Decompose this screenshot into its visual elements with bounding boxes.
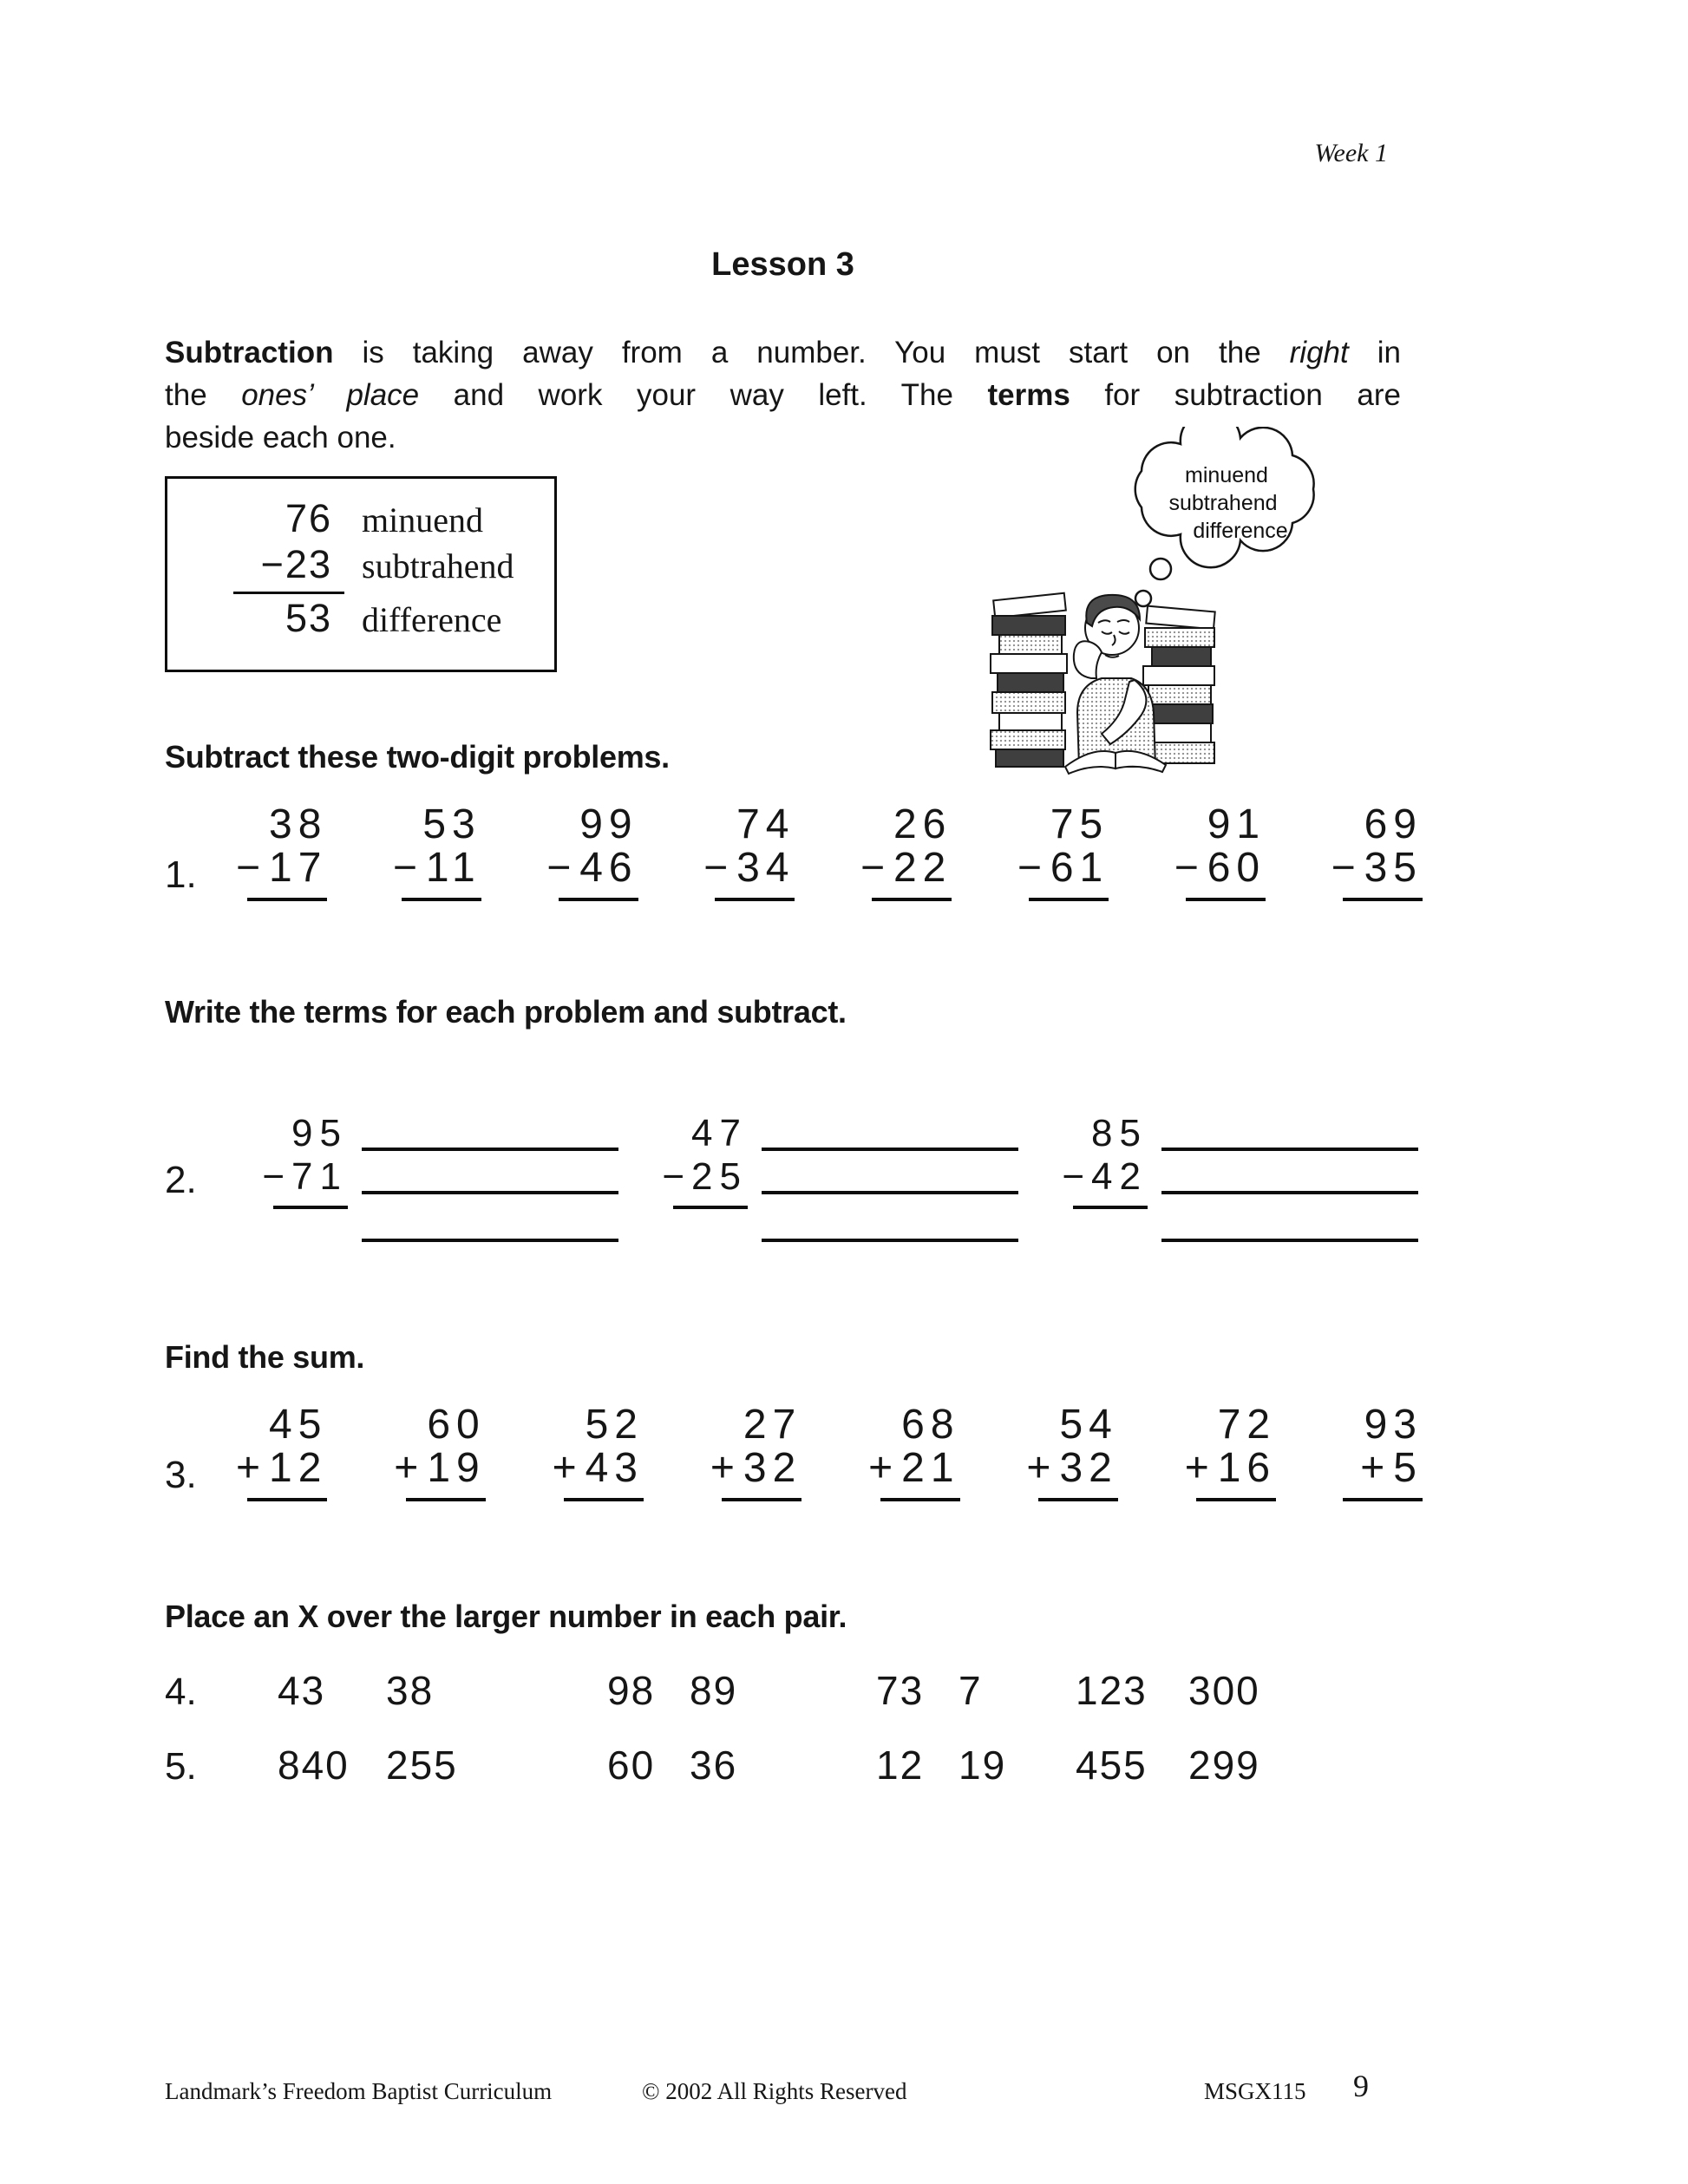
minuend: 53 bbox=[422, 801, 481, 847]
answer-blank bbox=[247, 1498, 327, 1501]
comparison-number: 455 bbox=[1076, 1743, 1148, 1788]
answer-blank bbox=[406, 1498, 486, 1501]
addend-top: 52 bbox=[585, 1402, 644, 1448]
example-box bbox=[165, 476, 557, 672]
addend-bottom: 32 bbox=[743, 1445, 802, 1491]
subtraction-problem bbox=[1331, 803, 1423, 901]
term-blank-line bbox=[362, 1155, 618, 1194]
intro-line-1: Subtraction is taking away from a number. You must start on the right in bbox=[165, 336, 1401, 369]
subtrahend: 17 bbox=[269, 845, 328, 891]
addend-bottom: 12 bbox=[269, 1445, 328, 1491]
minus-sign: − bbox=[262, 1155, 285, 1198]
subtrahend: 22 bbox=[893, 845, 952, 891]
answer-blank bbox=[722, 1498, 801, 1501]
example-difference: 53 bbox=[285, 596, 332, 640]
subtraction-problem bbox=[393, 803, 481, 901]
subtrahend: 46 bbox=[579, 845, 638, 891]
subtraction-problem bbox=[236, 803, 327, 901]
comparison-number: 12 bbox=[876, 1743, 925, 1788]
minus-sign: − bbox=[662, 1155, 685, 1198]
bubble-trail-dot bbox=[1150, 559, 1171, 579]
subtraction-problem bbox=[703, 803, 795, 901]
subtrahend: 71 bbox=[291, 1155, 348, 1198]
minuend: 91 bbox=[1207, 801, 1266, 847]
bubble-word-subtrahend: subtrahend bbox=[1168, 491, 1278, 515]
addition-problem bbox=[1026, 1403, 1117, 1501]
answer-blank bbox=[872, 898, 952, 901]
bubble-trail-dot bbox=[1135, 591, 1151, 606]
answer-blank bbox=[1186, 898, 1266, 901]
minus-sign: − bbox=[1062, 1155, 1085, 1198]
addend-bottom: 16 bbox=[1217, 1445, 1277, 1491]
subtrahend: 25 bbox=[691, 1155, 748, 1198]
answer-blank bbox=[1038, 1498, 1118, 1501]
week-label: Week 1 bbox=[1314, 139, 1388, 167]
comparison-number: 299 bbox=[1188, 1743, 1260, 1788]
addition-problem bbox=[868, 1403, 959, 1501]
minuend: 75 bbox=[1050, 801, 1109, 847]
addend-bottom: 19 bbox=[427, 1445, 486, 1491]
minuend: 99 bbox=[579, 801, 638, 847]
comparison-number: 300 bbox=[1188, 1668, 1260, 1713]
section4-instruction: Place an X over the larger number in each pair. bbox=[165, 1599, 847, 1634]
minuend: 74 bbox=[736, 801, 795, 847]
plus-sign: + bbox=[1026, 1445, 1051, 1491]
answer-blank bbox=[564, 1498, 644, 1501]
example-difference-row bbox=[180, 596, 554, 642]
addition-problem bbox=[236, 1403, 327, 1501]
comparison-number: 19 bbox=[958, 1743, 1007, 1788]
problem-number-label-4: 4. bbox=[165, 1671, 197, 1713]
addend-bottom: 32 bbox=[1059, 1445, 1118, 1491]
comparison-number: 255 bbox=[386, 1743, 458, 1788]
subtraction-problem bbox=[1017, 803, 1109, 901]
addition-problem bbox=[553, 1403, 644, 1501]
comparison-number: 73 bbox=[876, 1668, 925, 1713]
subtrahend: 34 bbox=[736, 845, 795, 891]
addend-top: 68 bbox=[901, 1402, 960, 1448]
example-difference-label: difference bbox=[362, 600, 502, 639]
minus-sign: − bbox=[1174, 845, 1199, 891]
bubble-word-difference: difference bbox=[1193, 519, 1288, 543]
addend-bottom: 43 bbox=[585, 1445, 644, 1491]
subtrahend: 42 bbox=[1091, 1155, 1148, 1198]
problem-number-label-3: 3. bbox=[165, 1454, 197, 1496]
plus-sign: + bbox=[394, 1445, 419, 1491]
comparison-row-5 bbox=[165, 1742, 1260, 1788]
addend-bottom: 21 bbox=[901, 1445, 960, 1491]
student-cartoon bbox=[982, 427, 1331, 781]
example-minuend-row bbox=[180, 496, 554, 542]
term-blank-line bbox=[1161, 1209, 1418, 1242]
comparison-number: 123 bbox=[1076, 1668, 1148, 1713]
term-blank-line bbox=[1161, 1112, 1418, 1151]
answer-blank bbox=[247, 898, 327, 901]
footer-code: MSGX115 bbox=[1204, 2078, 1306, 2104]
subtraction-problem bbox=[1174, 803, 1266, 901]
addition-problem bbox=[1343, 1403, 1423, 1501]
addend-top: 45 bbox=[269, 1402, 328, 1448]
page-number: 9 bbox=[1353, 2069, 1369, 2103]
section1-instruction: Subtract these two-digit problems. bbox=[165, 739, 670, 775]
addition-problem bbox=[394, 1403, 485, 1501]
minuend: 47 bbox=[691, 1112, 748, 1154]
minuend: 38 bbox=[269, 801, 328, 847]
term-blank-line bbox=[1161, 1155, 1418, 1194]
answer-blank bbox=[1343, 898, 1423, 901]
problem-row-1 bbox=[236, 803, 1423, 901]
example-minuend: 76 bbox=[285, 496, 332, 540]
comparison-number: 36 bbox=[690, 1743, 738, 1788]
answer-blank bbox=[1196, 1498, 1276, 1501]
bubble-word-minuend: minuend bbox=[1185, 463, 1268, 487]
minus-sign: − bbox=[860, 845, 885, 891]
addend-top: 60 bbox=[427, 1402, 486, 1448]
hand-under-chin bbox=[1074, 641, 1102, 678]
comparison-number: 60 bbox=[607, 1743, 656, 1788]
problem-number-label-1: 1. bbox=[165, 853, 197, 896]
addend-top: 93 bbox=[1364, 1402, 1423, 1448]
addition-problem bbox=[710, 1403, 801, 1501]
terms-problem bbox=[1045, 1112, 1418, 1242]
answer-blank bbox=[402, 898, 481, 901]
addition-problem bbox=[1185, 1403, 1276, 1501]
footer-copyright: © 2002 All Rights Reserved bbox=[642, 2078, 907, 2104]
thought-bubble bbox=[1125, 427, 1314, 625]
example-subtrahend-label: subtrahend bbox=[362, 546, 514, 585]
minuend: 85 bbox=[1091, 1112, 1148, 1154]
footer-publisher: Landmark’s Freedom Baptist Curriculum bbox=[165, 2078, 553, 2104]
terms-problem bbox=[645, 1112, 1018, 1242]
comparison-number: 43 bbox=[278, 1668, 326, 1713]
subtraction-problem bbox=[860, 803, 952, 901]
addend-top: 54 bbox=[1059, 1402, 1118, 1448]
subtraction-problem bbox=[546, 803, 638, 901]
problem-number-label-5: 5. bbox=[165, 1745, 197, 1788]
comparison-number: 89 bbox=[690, 1668, 738, 1713]
plus-sign: + bbox=[1184, 1445, 1209, 1491]
section3-instruction: Find the sum. bbox=[165, 1339, 365, 1375]
plus-sign: + bbox=[552, 1445, 577, 1491]
minuend: 69 bbox=[1364, 801, 1423, 847]
comparison-number: 840 bbox=[278, 1743, 350, 1788]
problem-row-2 bbox=[245, 1112, 1418, 1242]
term-blank-line bbox=[362, 1112, 618, 1151]
comparison-number: 98 bbox=[607, 1668, 656, 1713]
minus-sign: − bbox=[1331, 845, 1356, 891]
minus-sign: − bbox=[392, 845, 417, 891]
answer-blank bbox=[1029, 898, 1109, 901]
minus-sign: − bbox=[703, 845, 729, 891]
minus-sign: − bbox=[236, 845, 261, 891]
term-blank-line bbox=[762, 1155, 1018, 1194]
example-subtrahend-row bbox=[180, 542, 554, 588]
addend-top: 72 bbox=[1217, 1402, 1277, 1448]
subtrahend: 35 bbox=[1364, 845, 1423, 891]
answer-blank bbox=[715, 898, 795, 901]
subtrahend: 60 bbox=[1207, 845, 1266, 891]
subtrahend: 11 bbox=[425, 845, 481, 891]
answer-blank bbox=[1343, 1498, 1423, 1501]
section2-instruction: Write the terms for each problem and subtract. bbox=[165, 994, 847, 1030]
comparison-number: 7 bbox=[958, 1668, 983, 1713]
intro-line-2: the ones’ place and work your way left. The terms for subtraction are bbox=[165, 378, 1401, 412]
minus-sign: − bbox=[1017, 845, 1042, 891]
left-book-stack bbox=[991, 593, 1067, 767]
plus-sign: + bbox=[236, 1445, 261, 1491]
problem-row-3 bbox=[236, 1403, 1423, 1501]
example-fraction-rule bbox=[233, 592, 344, 594]
addend-top: 27 bbox=[743, 1402, 802, 1448]
example-minuend-label: minuend bbox=[362, 500, 483, 539]
comparison-row-4 bbox=[165, 1667, 1260, 1714]
plus-sign: + bbox=[710, 1445, 735, 1491]
minuend: 26 bbox=[893, 801, 952, 847]
addend-bottom: 5 bbox=[1393, 1445, 1423, 1491]
comparison-number: 38 bbox=[386, 1668, 435, 1713]
term-blank-line bbox=[762, 1112, 1018, 1151]
term-blank-line bbox=[362, 1209, 618, 1242]
minuend: 95 bbox=[291, 1112, 348, 1154]
term-blank-line bbox=[762, 1209, 1018, 1242]
answer-blank bbox=[559, 898, 638, 901]
lesson-title: Lesson 3 bbox=[711, 246, 854, 283]
minus-sign: − bbox=[546, 845, 572, 891]
problem-number-label-2: 2. bbox=[165, 1159, 197, 1201]
terms-problem bbox=[245, 1112, 618, 1242]
intro-line-3: beside each one. bbox=[165, 421, 396, 454]
answer-blank bbox=[880, 1498, 960, 1501]
subtrahend: 61 bbox=[1050, 845, 1109, 891]
plus-sign: + bbox=[868, 1445, 893, 1491]
example-subtrahend: −23 bbox=[260, 542, 332, 586]
plus-sign: + bbox=[1360, 1445, 1385, 1491]
